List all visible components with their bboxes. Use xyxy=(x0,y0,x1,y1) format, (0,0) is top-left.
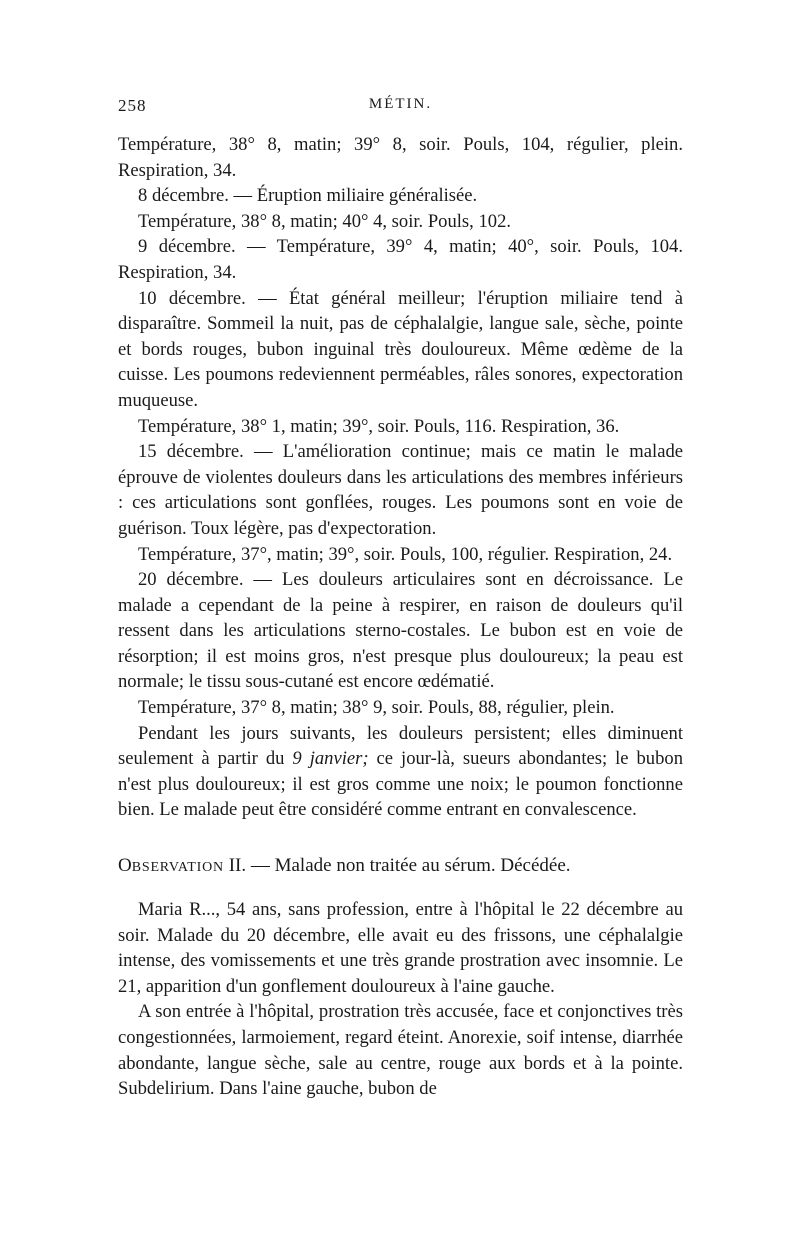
paragraph-temp-1: Température, 38° 8, matin; 39° 8, soir. Pouls, 104, régulier, plein. Respiration, 34. xyxy=(118,134,683,181)
paragraph-dec-15: 15 décembre. — L'amélioration continue; mais ce matin le malade éprouve de violentes douleurs dans les articulations des membres inférieurs : ces articulations sont gonflées, rouges. Les poumons sont en voie de guérison. Toux légère, pas d'expectoration. xyxy=(118,441,683,539)
paragraph-dec-10: 10 décembre. — État général meilleur; l'éruption miliaire tend à disparaître. Sommeil la nuit, pas de céphalalgie, langue sale, sèche, pointe et bords rouges, bubon inguinal très douloureux. Même œdème de la cuisse. Les poumons redeviennent perméables, râles sonores, expectoration muqueuse. xyxy=(118,287,683,411)
janvier-after: ce jour-là, sueurs abondantes; le bubon n'est plus douloureux; il est gros comme une noix; le poumon fonctionne bien. Le malade peut être considéré comme entrant en convalescence. xyxy=(118,748,683,821)
observation-heading xyxy=(118,853,683,881)
page-number: 258 xyxy=(118,96,147,115)
janvier-date: 9 janvier; xyxy=(292,748,369,770)
paragraph-temp-5: Température, 37° 8, matin; 38° 9, soir. Pouls, 88, régulier, plein. xyxy=(138,697,615,719)
observation-label-initial: O xyxy=(118,855,132,877)
observation-label-rest: BSERVATION xyxy=(131,860,224,876)
running-title: MÉTIN. xyxy=(368,96,433,112)
observation-title: — Malade non traitée au sérum. Décédée. xyxy=(246,855,571,877)
paragraph-janvier xyxy=(118,721,683,823)
paragraph-dec-20: 20 décembre. — Les douleurs articulaires sont en décroissance. Le malade a cependant de la peine à respirer, en raison de douleurs qu'il ressent dans les articulations sterno-costales. Le bubon est en voie de résorption; il est moins gros, n'est presque plus douloureux; la peau est normale; le tissu sous-cutané est encore œdématié. xyxy=(118,569,683,693)
body-text xyxy=(118,132,683,1102)
observation-number: II. xyxy=(228,855,247,877)
paragraph-temp-2: Température, 38° 8, matin; 40° 4, soir. Pouls, 102. xyxy=(138,210,512,232)
paragraph-temp-3: Température, 38° 1, matin; 39°, soir. Pouls, 116. Respiration, 36. xyxy=(138,415,620,437)
paragraph-temp-4: Température, 37°, matin; 39°, soir. Pouls, 100, régulier. Respiration, 24. xyxy=(138,543,673,565)
paragraph-dec-9: 9 décembre. — Température, 39° 4, matin; 40°, soir. Pouls, 104. Respiration, 34. xyxy=(118,236,683,283)
case-paragraph-intro: Maria R..., 54 ans, sans profession, entre à l'hôpital le 22 décembre au soir. Malade du 20 décembre, elle avait eu des frissons, une céphalalgie intense, des vomissements et une très grande prostration avec insomnie. Le 21, apparition d'un gonflement douloureux à l'aine gauche. xyxy=(118,899,683,997)
running-head xyxy=(118,96,683,122)
janvier-before: Pendant les jours suivants, les douleurs persistent; elles diminuent seulement à partir du xyxy=(118,722,683,770)
case-paragraph-entry: A son entrée à l'hôpital, prostration très accusée, face et conjonctives très congestionnées, larmoiement, regard éteint. Anorexie, soif intense, diarrhée abondante, langue sèche, sale au centre, rouge aux bords et à la pointe. Subdelirium. Dans l'aine gauche, bubon de xyxy=(118,1001,683,1100)
paragraph-dec-8: 8 décembre. — Éruption miliaire généralisée. xyxy=(138,185,478,207)
book-page xyxy=(118,96,683,1102)
